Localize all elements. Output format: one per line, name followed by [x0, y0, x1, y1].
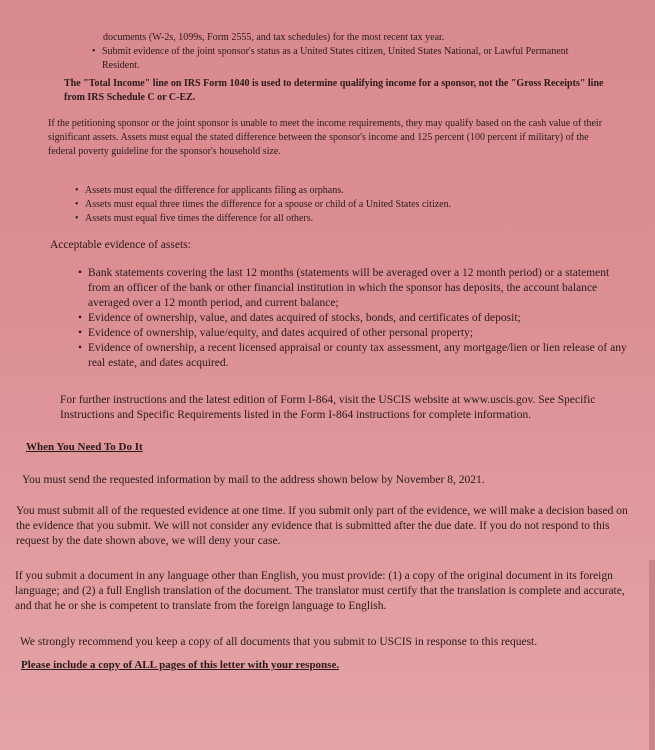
total-income-note: The "Total Income" line on IRS Form 1040 is used to determine qualifying income for a sponsor, not the "Gross Receipts" line from IRS Schedule C or C-EZ.: [64, 78, 604, 103]
list-item: • Bank statements covering the last 12 months (statements will be averaged over a 12 month period) or a statement from an officer of the bank or other financial institution in which the sponsor has deposits, the account balance averaged over a 12 month period, and current balance;: [78, 266, 628, 311]
list-item: • Evidence of ownership, a recent licensed appraisal or county tax assessment, any mortgage/lien or lien release of any real estate, and dates acquired.: [78, 341, 628, 371]
translation-paragraph: If you submit a document in any language other than English, you must provide: (1) a copy of the original document in its foreign language; and (2) a full English translation of the document. The translator must certify that the translation is complete and accurate, and that he or she is competent to translate from the foreign language to English.: [15, 570, 625, 612]
acceptable-evidence-list: [78, 266, 628, 371]
top-bullet-continuation: documents (W-2s, 1099s, Form 2555, and tax schedules) for the most recent tax year.: [103, 32, 445, 43]
list-item: • Evidence of ownership, value, and dates acquired of stocks, bonds, and certificates of deposit;: [78, 311, 628, 326]
asset-rules-list: [75, 184, 595, 226]
include-copy-note: Please include a copy of ALL pages of this letter with your response.: [21, 659, 340, 671]
assets-intro-paragraph: If the petitioning sponsor or the joint sponsor is unable to meet the income requirements, they may qualify based on the cash value of their significant assets. Assets must equal the stated difference between the sponsor's income and 125 percent (100 percent if military) of the federal poverty guideline for the sponsor's household size.: [48, 118, 603, 157]
acceptable-evidence-heading: Acceptable evidence of assets:: [50, 239, 191, 251]
list-item: • Evidence of ownership, value/equity, and dates acquired of other personal property;: [78, 326, 628, 341]
page-edge-shadow: [649, 560, 655, 750]
top-bullet-list: [92, 45, 587, 73]
list-item: • Assets must equal five times the difference for all others.: [75, 212, 595, 226]
deadline-paragraph: You must send the requested information by mail to the address shown below by November 8, 2021.: [22, 474, 485, 486]
further-instructions: For further instructions and the latest edition of Form I-864, visit the USCIS website at www.uscis.gov. See Specific Instructions and Specific Requirements listed in the Form I-864 instructions for complete information.: [60, 394, 596, 421]
list-item: • Assets must equal the difference for applicants filing as orphans.: [75, 184, 595, 198]
submit-all-paragraph: You must submit all of the requested evidence at one time. If you submit only part of the evidence, we will make a decision based on the evidence that you submit. We will not consider any evidence that is submitted after the due date. If you do not respond to this request by the date shown above, we will deny your case.: [16, 505, 628, 547]
list-item: • Assets must equal three times the difference for a spouse or child of a United States citizen.: [75, 198, 595, 212]
list-item: • Submit evidence of the joint sponsor's status as a United States citizen, United States National, or Lawful Permanent Resident.: [92, 45, 587, 73]
when-heading: When You Need To Do It: [26, 441, 143, 453]
recommend-paragraph: We strongly recommend you keep a copy of all documents that you submit to USCIS in response to this request.: [20, 636, 538, 648]
